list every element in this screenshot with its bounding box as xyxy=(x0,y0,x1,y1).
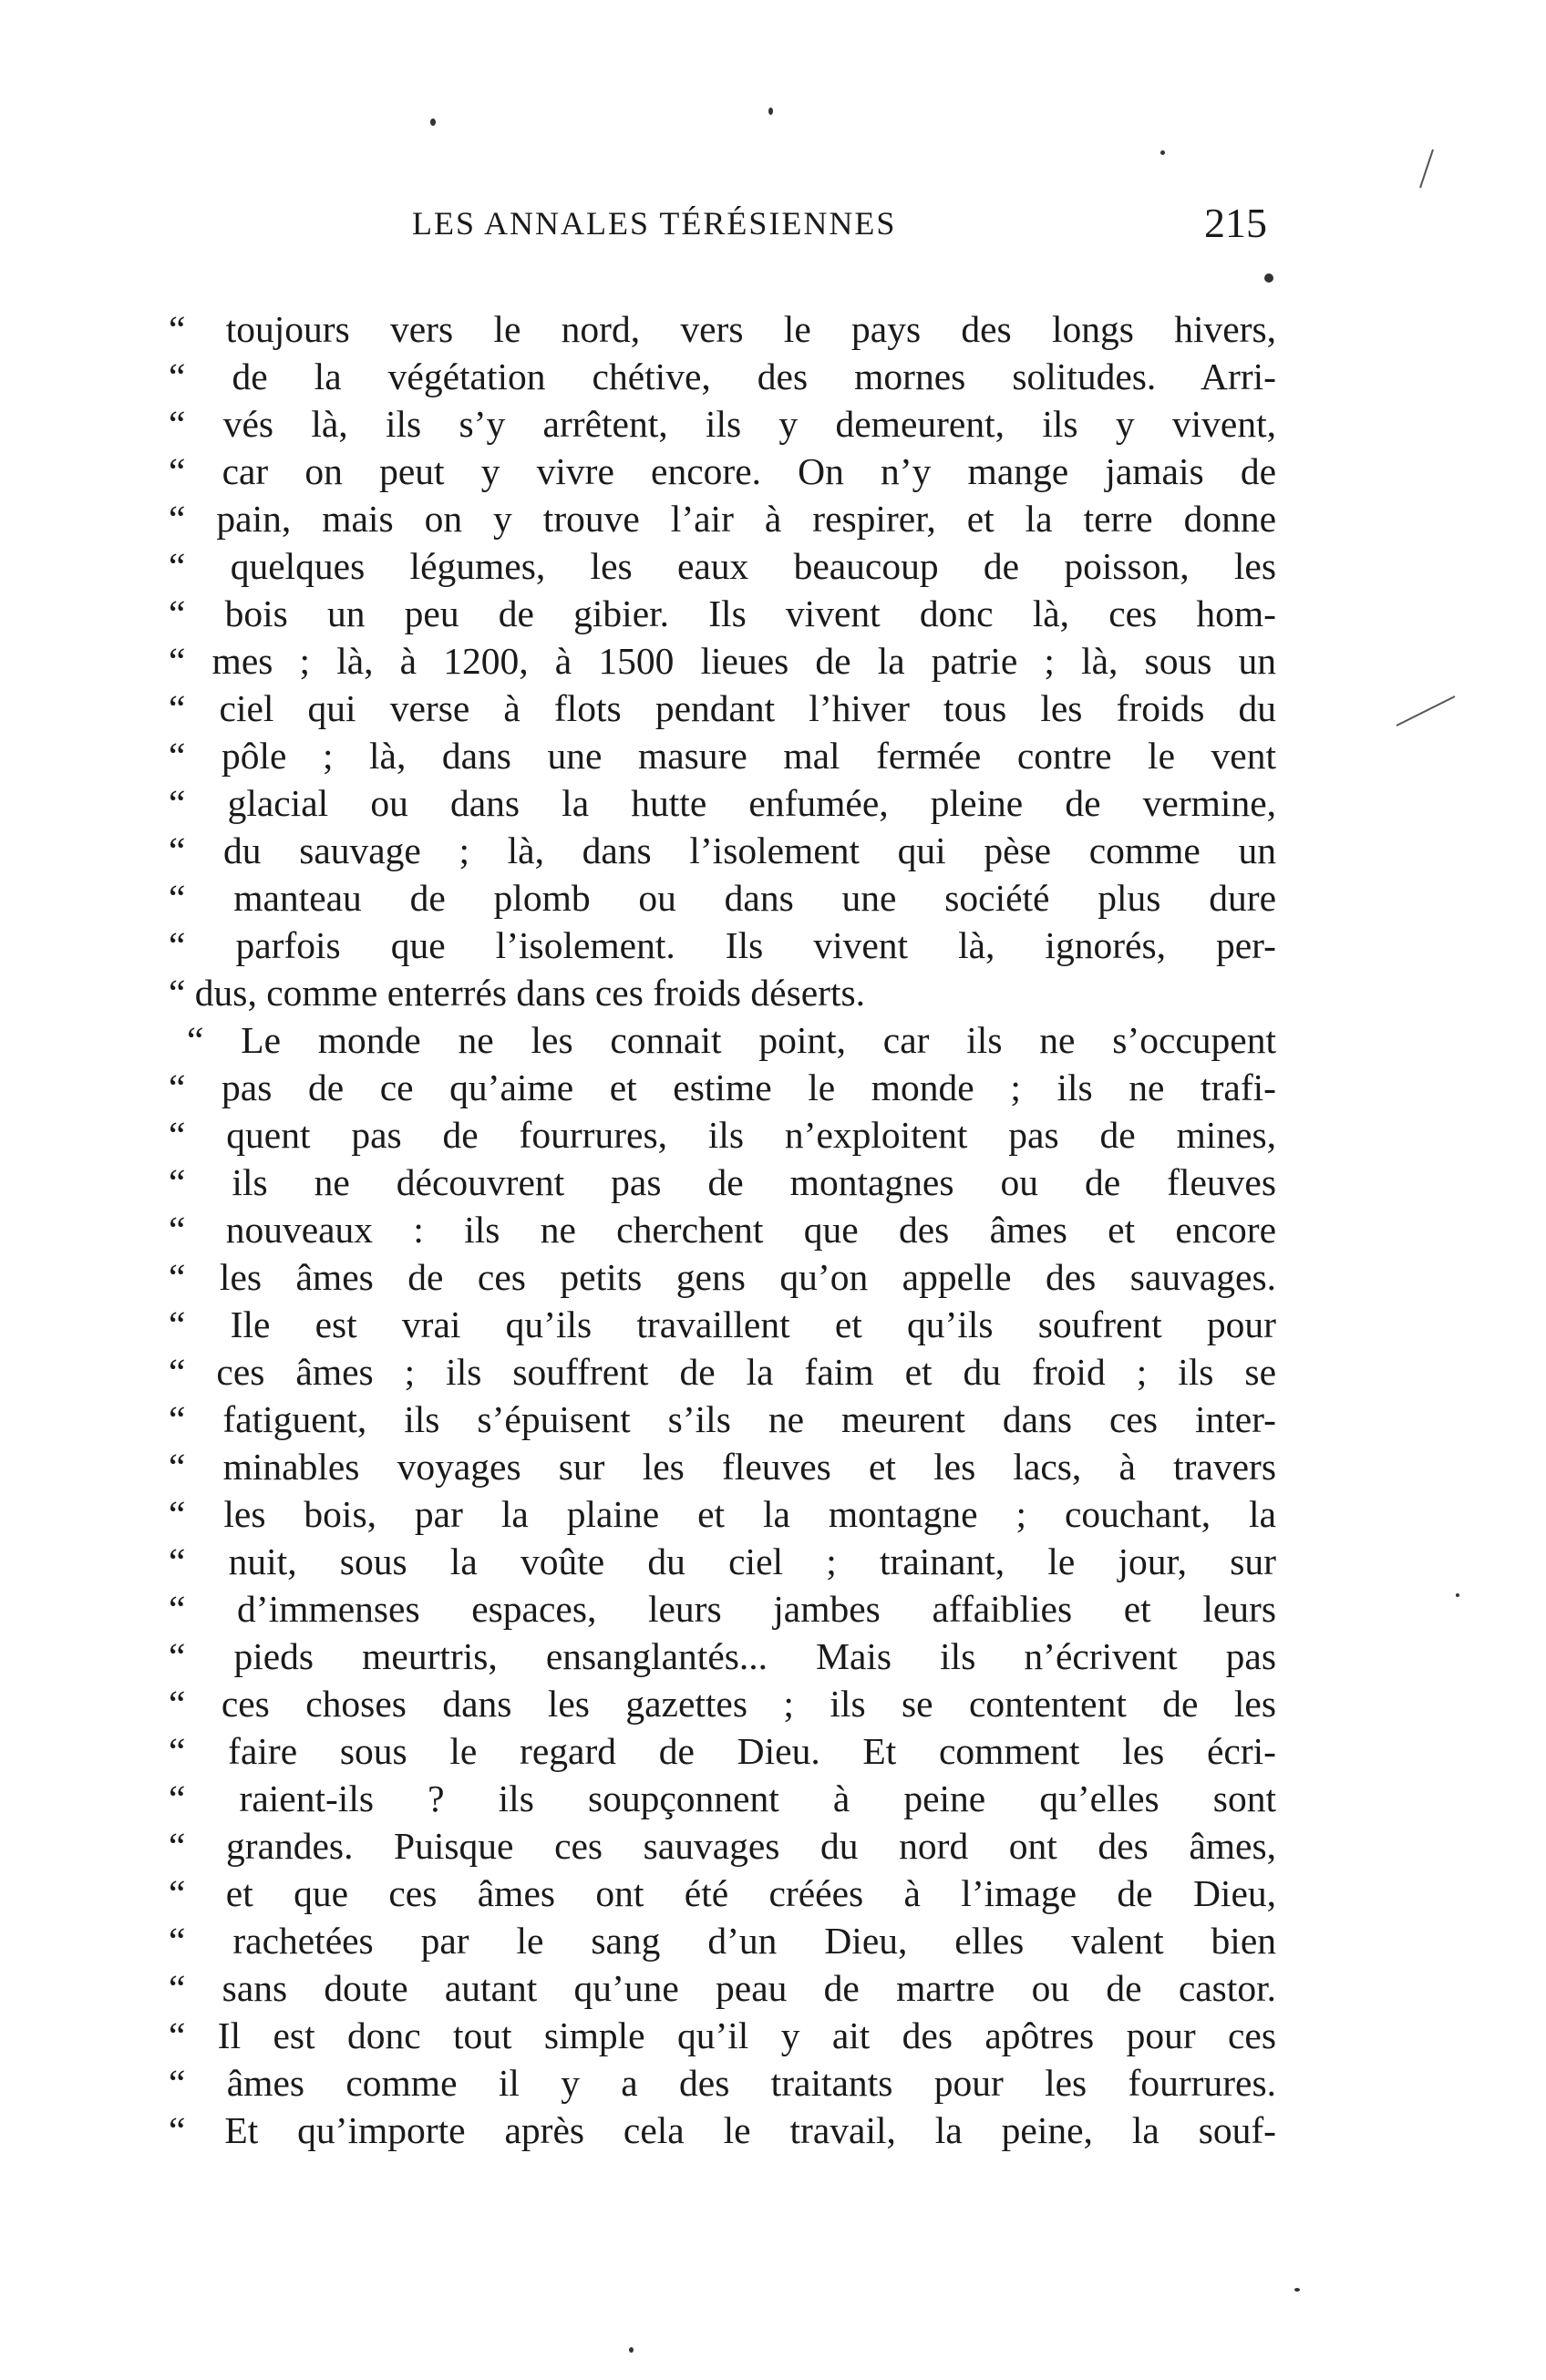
text-line: “ bois un peu de gibier. Ils vivent donc là, ces hom- xyxy=(169,592,1276,634)
text-line: “ d’immenses espaces, leurs jambes affaiblies et leurs xyxy=(169,1588,1276,1630)
text-line: “ sans doute autant qu’une peau de martre ou de castor. xyxy=(169,1967,1276,2009)
text-line: “ nouveaux : ils ne cherchent que des âmes et encore xyxy=(169,1209,1276,1251)
text-line: “ grandes. Puisque ces sauvages du nord ont des âmes, xyxy=(169,1825,1276,1867)
scan-speck xyxy=(430,118,436,126)
text-line: “ minables voyages sur les fleuves et les lacs, à travers xyxy=(169,1446,1276,1488)
text-line: “ ciel qui verse à flots pendant l’hiver tous les froids du xyxy=(169,687,1276,729)
scan-speck xyxy=(1160,150,1165,155)
scan-stroke xyxy=(1395,693,1458,729)
page-header xyxy=(173,199,1304,253)
text-line: “ et que ces âmes ont été créées à l’image de Dieu, xyxy=(169,1872,1276,1914)
text-line: “ du sauvage ; là, dans l’isolement qui pèse comme un xyxy=(169,829,1276,871)
scan-speck xyxy=(1294,2288,1300,2292)
text-line: “ manteau de plomb ou dans une société plus dure xyxy=(169,877,1276,919)
body-text xyxy=(169,305,1276,2154)
text-line: “ ces âmes ; ils souffrent de la faim et du froid ; ils se xyxy=(169,1351,1276,1393)
paragraph-start-line: “ Le monde ne les connait point, car ils ne s’occupent xyxy=(187,1019,1276,1061)
scan-speck xyxy=(1456,1593,1459,1597)
scan-speck xyxy=(629,2347,634,2353)
text-line: “ parfois que l’isolement. Ils vivent là, ignorés, per- xyxy=(169,924,1276,966)
text-line: “ faire sous le regard de Dieu. Et comment les écri- xyxy=(169,1730,1276,1772)
text-line: “ les bois, par la plaine et la montagne ; couchant, la xyxy=(169,1493,1276,1535)
text-line: “ Ile est vrai qu’ils travaillent et qu’ils soufrent pour xyxy=(169,1303,1276,1345)
text-line: “ quelques légumes, les eaux beaucoup de poisson, les xyxy=(169,545,1276,587)
text-line: “ rachetées par le sang d’un Dieu, elles valent bien xyxy=(169,1920,1276,1962)
scan-speck xyxy=(768,108,773,115)
scan-stroke xyxy=(1413,146,1440,191)
text-line: “ pas de ce qu’aime et estime le monde ; ils ne trafi- xyxy=(169,1066,1276,1108)
running-head: LES ANNALES TÉRÉSIENNES xyxy=(412,205,897,242)
text-line: “ les âmes de ces petits gens qu’on appelle des sauvages. xyxy=(169,1256,1276,1298)
text-line: “ quent pas de fourrures, ils n’exploitent pas de mines, xyxy=(169,1114,1276,1156)
text-line: “ nuit, sous la voûte du ciel ; trainant, le jour, sur xyxy=(169,1540,1276,1582)
text-line: “ de la végétation chétive, des mornes solitudes. Arri- xyxy=(169,355,1276,397)
text-line: “ ils ne découvrent pas de montagnes ou de fleuves xyxy=(169,1161,1276,1203)
text-line: “ mes ; là, à 1200, à 1500 lieues de la patrie ; là, sous un xyxy=(169,640,1276,682)
text-line: “ âmes comme il y a des traitants pour les fourrures. xyxy=(169,2062,1276,2104)
text-line: “ pieds meurtris, ensanglantés... Mais ils n’écrivent pas xyxy=(169,1635,1276,1677)
paragraph-end-line: “ dus, comme enterrés dans ces froids déserts. xyxy=(169,972,866,1014)
text-line: “ fatiguent, ils s’épuisent s’ils ne meurent dans ces inter- xyxy=(169,1398,1276,1440)
text-line: “ raient-ils ? ils soupçonnent à peine qu’elles sont xyxy=(169,1777,1276,1819)
scan-speck xyxy=(1264,273,1273,283)
text-line: “ pain, mais on y trouve l’air à respirer, et la terre donne xyxy=(169,498,1276,540)
text-line: “ car on peut y vivre encore. On n’y mange jamais de xyxy=(169,450,1276,492)
page-number: 215 xyxy=(1204,200,1267,246)
text-line: “ ces choses dans les gazettes ; ils se contentent de les xyxy=(169,1683,1276,1725)
text-line: “ Il est donc tout simple qu’il y ait des apôtres pour ces xyxy=(169,2014,1276,2056)
text-line: “ vés là, ils s’y arrêtent, ils y demeurent, ils y vivent, xyxy=(169,403,1276,445)
text-line: “ toujours vers le nord, vers le pays des longs hivers, xyxy=(169,308,1276,350)
text-line: “ pôle ; là, dans une masure mal fermée contre le vent xyxy=(169,735,1276,777)
text-line: “ glacial ou dans la hutte enfumée, pleine de vermine, xyxy=(169,782,1276,824)
text-line: “ Et qu’importe après cela le travail, la peine, la souf- xyxy=(169,2109,1276,2151)
